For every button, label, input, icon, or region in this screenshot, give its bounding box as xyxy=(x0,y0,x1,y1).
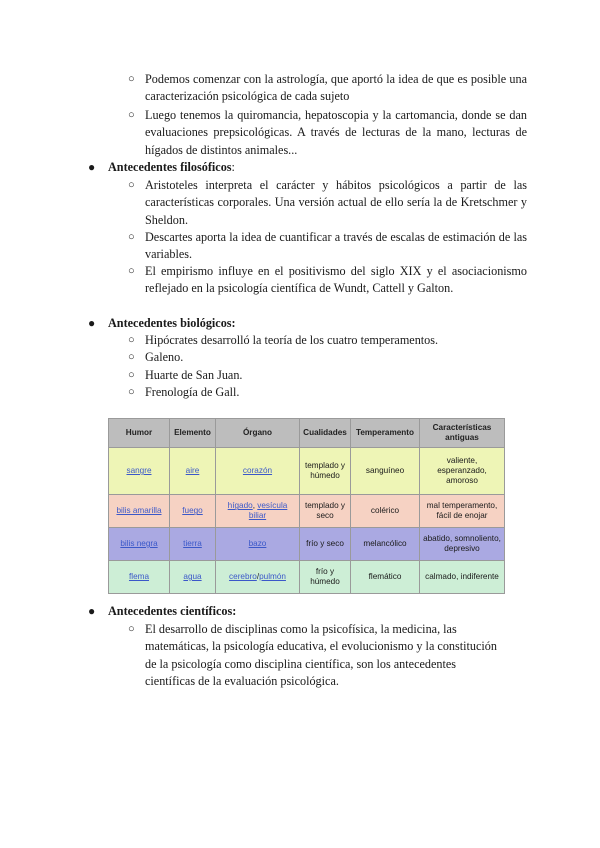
heading-cientificos: Antecedentes científicos: xyxy=(108,604,237,618)
table-header-row xyxy=(109,419,505,448)
cell-cualidades: templado y seco xyxy=(300,495,351,528)
cell-humor xyxy=(109,528,170,561)
cell-organo xyxy=(216,528,300,561)
list-item: Galeno. xyxy=(145,350,184,364)
column-header: Humor xyxy=(109,419,170,448)
sub-bullet: ○ xyxy=(128,351,135,363)
cell-humor xyxy=(109,495,170,528)
list-item: Luego tenemos la quiromancia, hepatoscopia y la cartomancia, donde se dan evaluaciones prepsicológicas. A través de lecturas de la mano, lecturas de hígados de distintos animales... xyxy=(145,108,527,157)
sub-bullet: ○ xyxy=(128,369,135,381)
cell-elemento xyxy=(170,495,216,528)
list-item: Descartes aporta la idea de cuantificar a través de escalas de estimación de las variables. xyxy=(145,230,527,262)
elemento-link[interactable]: fuego xyxy=(182,506,203,516)
table-row xyxy=(109,561,505,594)
cell-humor xyxy=(109,448,170,495)
organo-separator: , xyxy=(252,501,258,511)
cell-temperamento: colérico xyxy=(351,495,420,528)
main-bullet: ● xyxy=(88,160,96,174)
column-header: Cualidades xyxy=(300,419,351,448)
sub-bullet: ○ xyxy=(128,231,135,243)
heading-filosoficos xyxy=(108,159,235,176)
sub-bullet: ○ xyxy=(128,623,135,635)
cell-caracteristicas: valiente, esperanzado, amoroso xyxy=(420,448,505,495)
cell-temperamento: flemático xyxy=(351,561,420,594)
organo-link[interactable]: hígado xyxy=(227,501,253,511)
list-item: Frenología de Gall. xyxy=(145,385,240,399)
cell-cualidades: frío y seco xyxy=(300,528,351,561)
table-row xyxy=(109,528,505,561)
sub-bullet: ○ xyxy=(128,265,135,277)
organo-link[interactable]: corazón xyxy=(242,466,273,476)
cell-organo xyxy=(216,448,300,495)
sub-bullet: ○ xyxy=(128,109,135,121)
list-item: El empirismo influye en el positivismo del siglo XIX y el asociacionismo reflejado en la psicología científica de Wundt, Cattell y Galton. xyxy=(145,264,527,296)
heading-colon: : xyxy=(231,160,235,174)
cell-cualidades: frío y húmedo xyxy=(300,561,351,594)
cell-temperamento: sanguíneo xyxy=(351,448,420,495)
heading-biologicos: Antecedentes biológicos: xyxy=(108,316,236,330)
organo-link[interactable]: cerebro xyxy=(229,572,257,582)
table-row xyxy=(109,495,505,528)
cell-elemento xyxy=(170,528,216,561)
humor-link[interactable]: bilis amarilla xyxy=(116,506,162,516)
cell-temperamento: melancólico xyxy=(351,528,420,561)
humor-link[interactable]: bilis negra xyxy=(120,539,158,549)
cell-caracteristicas: mal temperamento, fácil de enojar xyxy=(420,495,505,528)
list-item: El desarrollo de disciplinas como la psicofísica, la medicina, las matemáticas, la psicología educativa, el evolucionismo y la constitución de la psicología como disciplina científica, son los antecedentes científicas de la evaluación psicológica. xyxy=(145,622,497,688)
list-item: Hipócrates desarrolló la teoría de los cuatro temperamentos. xyxy=(145,333,439,347)
cell-elemento xyxy=(170,448,216,495)
cell-humor xyxy=(109,561,170,594)
organo-link[interactable]: vesícula biliar xyxy=(248,501,288,521)
humor-link[interactable]: flema xyxy=(128,572,150,582)
main-bullet: ● xyxy=(88,316,96,330)
list-item: Podemos comenzar con la astrología, que aportó la idea de que es posible una caracterización psicológica de cada sujeto xyxy=(145,72,527,104)
cell-caracteristicas: abatido, somnoliento, depresivo xyxy=(420,528,505,561)
temperaments-table xyxy=(108,418,504,594)
elemento-link[interactable]: aire xyxy=(185,466,200,476)
cell-cualidades: templado y húmedo xyxy=(300,448,351,495)
organo-link[interactable]: bazo xyxy=(248,539,267,549)
cell-elemento xyxy=(170,561,216,594)
cell-organo xyxy=(216,561,300,594)
column-header: Características antiguas xyxy=(420,419,505,448)
table-row xyxy=(109,448,505,495)
organo-link[interactable]: pulmón xyxy=(259,572,286,582)
column-header: Órgano xyxy=(216,419,300,448)
cell-caracteristicas: calmado, indiferente xyxy=(420,561,505,594)
sub-bullet: ○ xyxy=(128,334,135,346)
humor-link[interactable]: sangre xyxy=(126,466,152,476)
sub-bullet: ○ xyxy=(128,386,135,398)
main-bullet: ● xyxy=(88,604,96,618)
cell-organo xyxy=(216,495,300,528)
elemento-link[interactable]: agua xyxy=(183,572,202,582)
list-item: Huarte de San Juan. xyxy=(145,368,243,382)
list-item: Aristoteles interpreta el carácter y hábitos psicológicos a partir de las características corporales. Una versión actual de ello sería la de Kretschmer y Sheldon. xyxy=(145,178,527,227)
table xyxy=(108,418,505,594)
sub-bullet: ○ xyxy=(128,179,135,191)
organo-separator: / xyxy=(256,572,260,582)
sub-bullet: ○ xyxy=(128,73,135,85)
elemento-link[interactable]: tierra xyxy=(183,539,202,549)
column-header: Temperamento xyxy=(351,419,420,448)
heading-text: Antecedentes filosóficos xyxy=(108,160,232,174)
column-header: Elemento xyxy=(170,419,216,448)
